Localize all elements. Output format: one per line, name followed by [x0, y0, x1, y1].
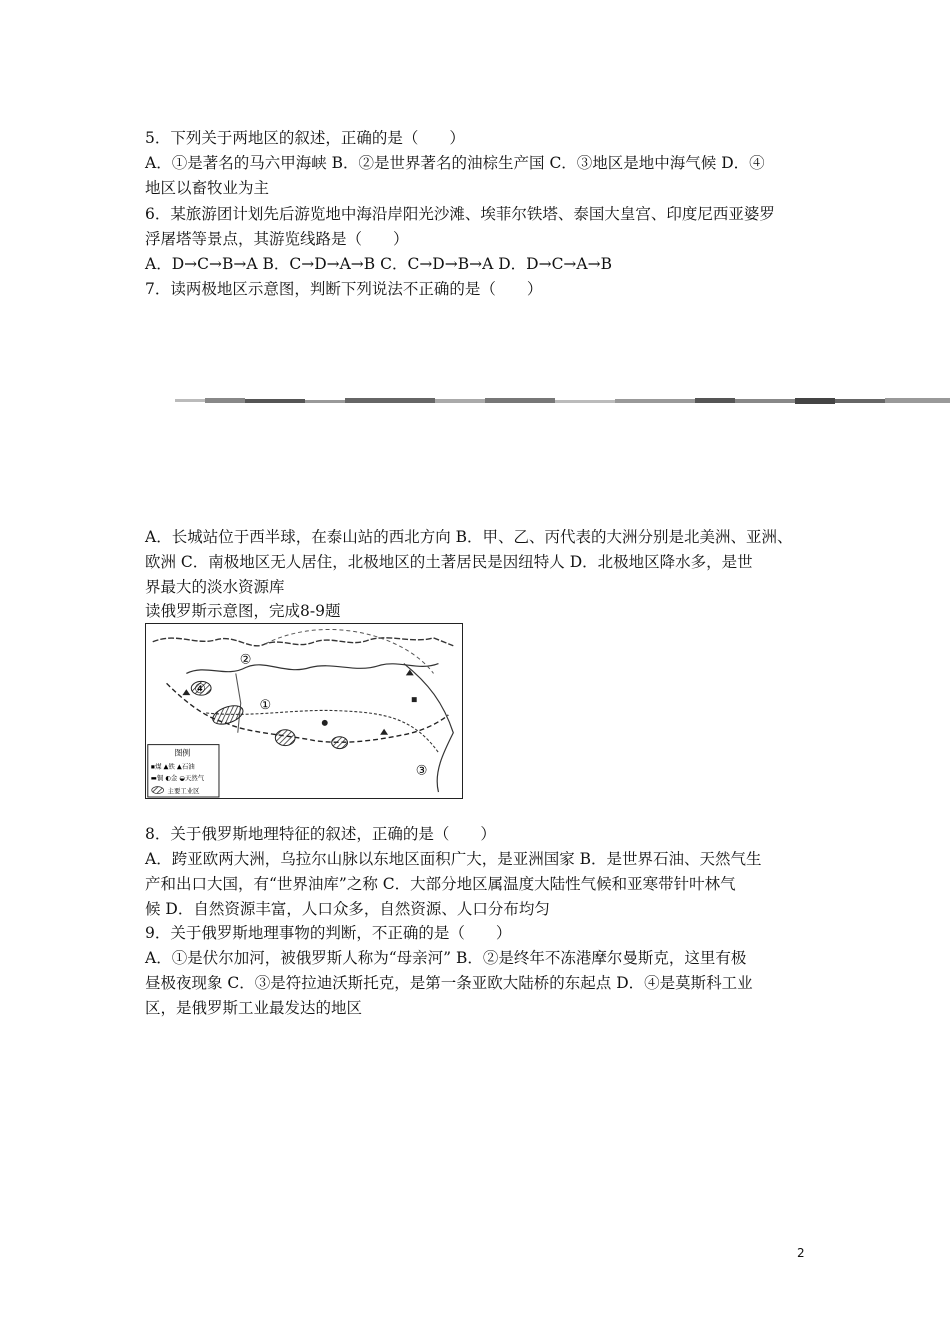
question-7-options: A．长城站位于西半球，在泰山站的西北方向 B．甲、乙、丙代表的大洲分别是北美洲、亚洲、 [145, 528, 793, 546]
map-instruction: 读俄罗斯示意图，完成8-9题 [145, 602, 341, 620]
legend-row-3: 主要工业区 [167, 787, 200, 796]
question-6-options: A．D→C→B→A B．C→D→A→B C．C→D→B→A D．D→C→A→B [145, 255, 612, 273]
marker-4: ④ [194, 682, 206, 698]
question-7-options-cont: 欧洲 C．南极地区无人居住，北极地区的土著居民是因纽特人 D．北极地区降水多，是世 [145, 553, 753, 571]
legend-title: 图例 [174, 748, 191, 758]
question-7: 7．读两极地区示意图，判断下列说法不正确的是（ ） [145, 280, 543, 298]
question-8: 8．关于俄罗斯地理特征的叙述，正确的是（ ） [145, 825, 496, 843]
industrial-zone-baikal [332, 737, 348, 749]
question-6: 6．某旅游团计划先后游览地中海沿岸阳光沙滩、埃菲尔铁塔、泰国大皇宫、印度尼西亚婆罗 [145, 205, 775, 223]
question-5: 5．下列关于两地区的叙述，正确的是（ ） [145, 129, 465, 147]
resource-triangle [182, 689, 190, 695]
ural-line [236, 673, 241, 732]
marker-3: ③ [415, 763, 428, 779]
question-9-options-cont2: 区，是俄罗斯工业最发达的地区 [145, 999, 363, 1017]
question-5-options-cont: 地区以畜牧业为主 [145, 179, 270, 197]
coastline [153, 638, 454, 646]
marker-1: ① [259, 698, 272, 714]
resource-square [412, 697, 417, 702]
resource-circle [322, 720, 328, 726]
industrial-zone-kuznetsk [275, 730, 295, 746]
east-coast [404, 664, 453, 793]
russia-map-figure [145, 623, 463, 799]
rail-line [206, 710, 438, 752]
question-8-options-cont2: 候 D．自然资源丰富，人口众多，自然资源、人口分布均匀 [145, 900, 550, 918]
question-5-options: A．①是著名的马六甲海峡 B．②是世界著名的油棕生产国 C．③地区是地中海气候 D．④ [145, 154, 765, 172]
legend-row-1: ▪煤 ▲铁 ▲石油 [150, 762, 195, 771]
marker-2: ② [239, 652, 252, 668]
polar-map-figure-strip [145, 394, 950, 408]
legend-hatch-icon [152, 787, 164, 794]
legend-row-2: ▬铜 ◐金 ◒天然气 [150, 774, 205, 783]
question-6-cont: 浮屠塔等景点，其游览线路是（ ） [145, 230, 409, 248]
question-9: 9．关于俄罗斯地理事物的判断，不正确的是（ ） [145, 924, 512, 942]
question-8-options: A．跨亚欧两大洲，乌拉尔山脉以东地区面积广大，是亚洲国家 B．是世界石油、天然气生 [145, 850, 762, 868]
resource-triangle [380, 729, 388, 735]
page-number: 2 [797, 1246, 805, 1260]
north-coast [186, 664, 438, 674]
question-7-options-cont2: 界最大的淡水资源库 [145, 578, 285, 596]
question-8-options-cont: 产和出口大国，有“世界油库”之称 C．大部分地区属温度大陆性气候和亚寒带针叶林气 [145, 875, 736, 893]
question-9-options-cont: 昼极夜现象 C．③是符拉迪沃斯托克，是第一条亚欧大陆桥的东起点 D．④是莫斯科工业 [145, 974, 753, 992]
question-9-options: A．①是伏尔加河，被俄罗斯人称为“母亲河” B．②是终年不冻港摩尔曼斯克，这里有极 [145, 949, 747, 967]
